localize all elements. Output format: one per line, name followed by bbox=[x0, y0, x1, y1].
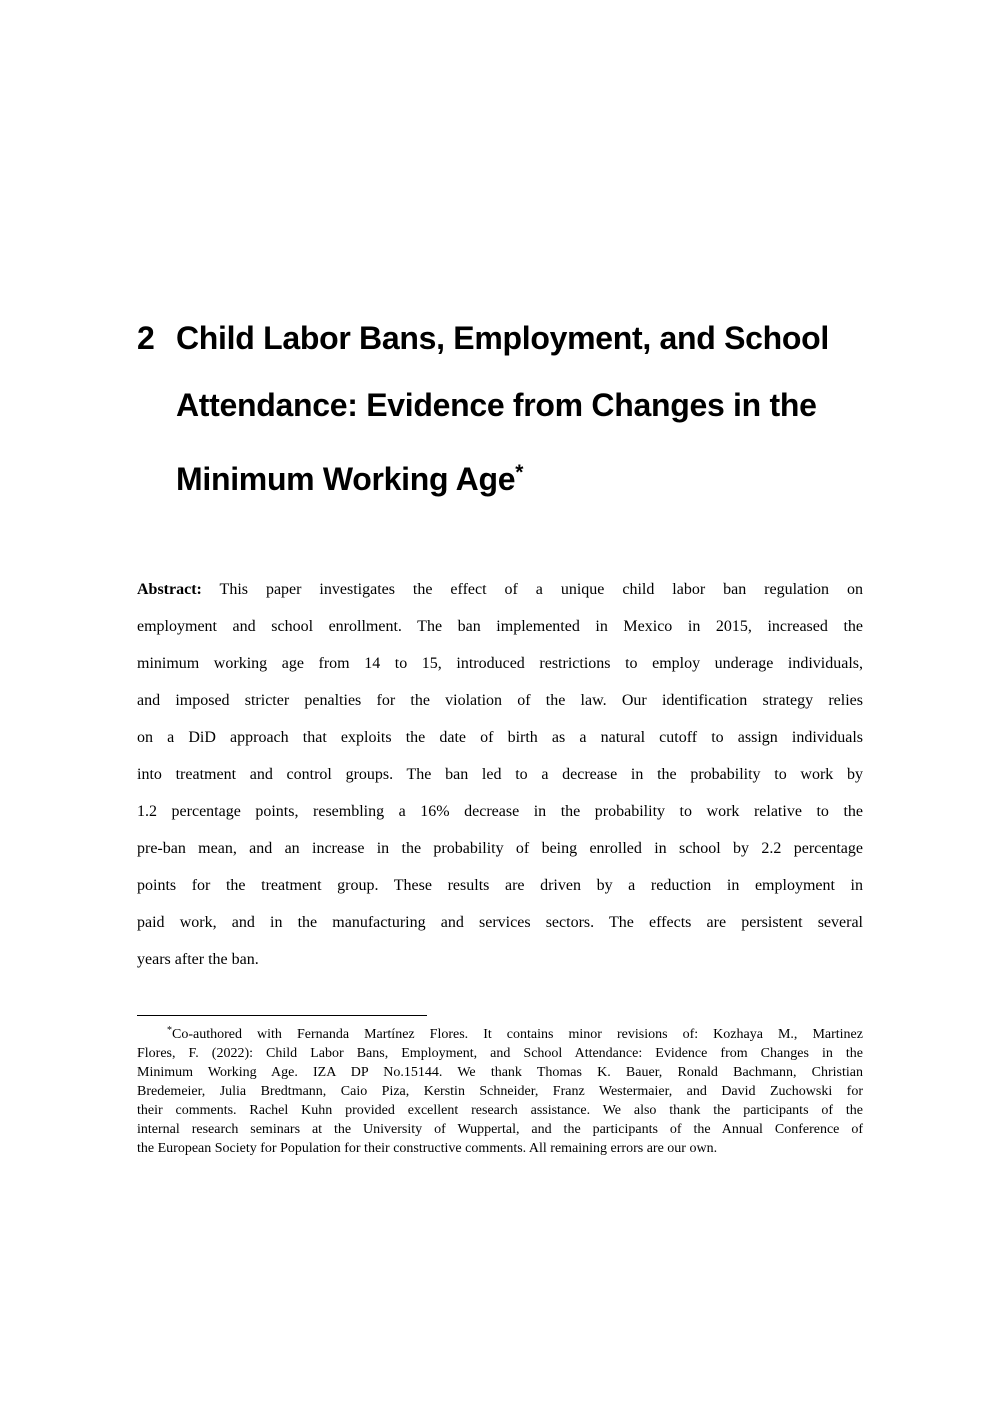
abstract-label: Abstract: bbox=[137, 581, 202, 598]
abstract-line: paid work, and in the manufacturing and services sectors. The effects are persistent several bbox=[137, 914, 863, 931]
footnote-line bbox=[137, 1021, 863, 1044]
section-title-line-2 bbox=[176, 372, 877, 439]
abstract-line: points for the treatment group. These results are driven by a reduction in employment in bbox=[137, 877, 863, 894]
abstract-line: minimum working age from 14 to 15, introduced restrictions to employ underage individuals, bbox=[137, 655, 863, 672]
abstract-text: This paper investigates the effect of a unique child labor ban regulation on bbox=[219, 581, 863, 598]
abstract-line: years after the ban. bbox=[137, 951, 259, 968]
footnote-line: their comments. Rachel Kuhn provided excellent research assistance. We also thank the participants of the bbox=[137, 1103, 863, 1118]
footnote-line: Flores, F. (2022): Child Labor Bans, Employment, and School Attendance: Evidence from Changes in the bbox=[137, 1046, 863, 1061]
abstract-line: and imposed stricter penalties for the violation of the law. Our identification strategy relies bbox=[137, 692, 863, 709]
title-footnote-asterisk: * bbox=[515, 461, 524, 484]
section-title-line-3 bbox=[176, 439, 877, 513]
footnote bbox=[137, 1021, 863, 1158]
footnote-asterisk: * bbox=[167, 1025, 172, 1036]
section-heading bbox=[137, 305, 877, 513]
section-title-text: Minimum Working Age bbox=[176, 461, 516, 497]
section-title-text: Child Labor Bans, Employment, and School bbox=[176, 320, 829, 356]
section-title-text: Attendance: Evidence from Changes in the bbox=[176, 387, 817, 423]
abstract-line: 1.2 percentage points, resembling a 16% decrease in the probability to work relative to the bbox=[137, 803, 863, 820]
section-number: 2 bbox=[137, 320, 155, 356]
footnote-line: Minimum Working Age. IZA DP No.15144. We thank Thomas K. Bauer, Ronald Bachmann, Christian bbox=[137, 1065, 863, 1080]
footnote-rule bbox=[137, 1015, 427, 1016]
section-title-line-1 bbox=[176, 305, 877, 372]
footnote-line: Bredemeier, Julia Bredtmann, Caio Piza, Kerstin Schneider, Franz Westermaier, and David Zuchowski for bbox=[137, 1084, 863, 1099]
abstract-line: pre-ban mean, and an increase in the probability of being enrolled in school by 2.2 percentage bbox=[137, 840, 863, 857]
abstract-line: into treatment and control groups. The ban led to a decrease in the probability to work by bbox=[137, 766, 863, 783]
abstract-line: employment and school enrollment. The ban implemented in Mexico in 2015, increased the bbox=[137, 618, 863, 635]
abstract bbox=[137, 571, 863, 978]
footnote-line: internal research seminars at the University of Wuppertal, and the participants of the Annual Conference of bbox=[137, 1122, 863, 1137]
abstract-line bbox=[137, 571, 863, 608]
footnote-line: the European Society for Population for their constructive comments. All remaining errors are our own. bbox=[137, 1141, 718, 1156]
footnote-text: Co-authored with Fernanda Martínez Flores. It contains minor revisions of: Kozhaya M., Martinez bbox=[172, 1027, 863, 1042]
abstract-line: on a DiD approach that exploits the date of birth as a natural cutoff to assign individuals bbox=[137, 729, 863, 746]
